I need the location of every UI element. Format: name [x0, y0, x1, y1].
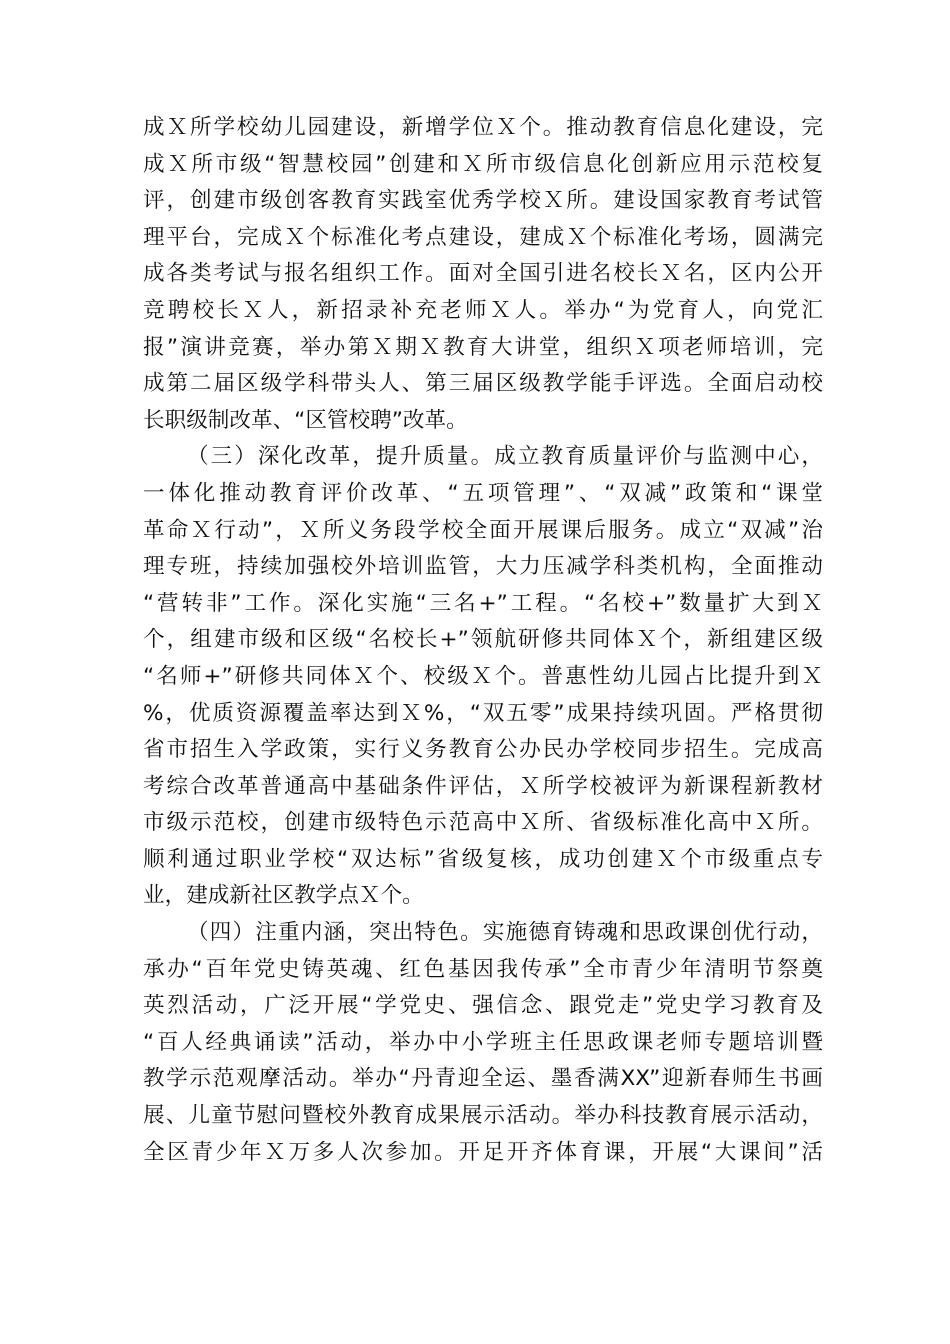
document-body: [143, 110, 823, 1171]
text-line: “营转非”工作。深化实施“三名+”工程。“名校+”数量扩大到Ｘ: [143, 590, 823, 616]
text-line: 竞聘校长Ｘ人，新招录补充老师Ｘ人。举办“为党育人，向党汇: [143, 297, 823, 323]
text-line: 评，创建市级创客教育实践室优秀学校Ｘ所。建设国家教育考试管: [143, 188, 823, 214]
text-line: 革命Ｘ行动”，Ｘ所义务段学校全面开展课后服务。成立“双减”治: [143, 517, 823, 543]
text-line: 教学示范观摩活动。举办“丹青迎全运、墨香满XX”迎新春师生书画: [143, 1066, 823, 1092]
text-line: 成各类考试与报名组织工作。面对全国引进名校长Ｘ名，区内公开: [143, 261, 823, 287]
text-line: 个，组建市级和区级“名校长+”领航研修共同体Ｘ个，新组建区级: [143, 627, 823, 653]
text-line: 报”演讲竞赛，举办第Ｘ期Ｘ教育大讲堂，组织Ｘ项老师培训，完: [143, 334, 823, 360]
text-line: 英烈活动，广泛开展“学党史、强信念、跟党走”党史学习教育及: [143, 993, 823, 1019]
text-line: 承办“百年党史铸英魂、红色基因我传承”全市青少年清明节祭奠: [143, 956, 823, 982]
text-line: “百人经典诵读”活动，举办中小学班主任思政课老师专题培训暨: [143, 1029, 823, 1055]
text-line: %，优质资源覆盖率达到Ｘ%，“双五零”成果持续巩固。严格贯彻: [143, 700, 823, 726]
text-line: 理专班，持续加强校外培训监管，大力压减学科类机构，全面推动: [143, 554, 823, 580]
text-line: 理平台，完成Ｘ个标准化考点建设，建成Ｘ个标准化考场，圆满完: [143, 224, 823, 250]
text-line: 全区青少年Ｘ万多人次参加。开足开齐体育课，开展“大课间”活: [143, 1139, 823, 1165]
text-line: 考综合改革普通高中基础条件评估，Ｘ所学校被评为新课程新教材: [143, 773, 823, 799]
text-line: “名师+”研修共同体Ｘ个、校级Ｘ个。普惠性幼儿园占比提升到Ｘ: [143, 663, 823, 689]
text-line: （三）深化改革，提升质量。成立教育质量评价与监测中心，: [187, 444, 823, 470]
text-line: 成Ｘ所市级“智慧校园”创建和Ｘ所市级信息化创新应用示范校复: [143, 151, 823, 177]
text-line: 一体化推动教育评价改革、“五项管理”、“双减”政策和“课堂: [143, 480, 823, 506]
text-line: 展、儿童节慰问暨校外教育成果展示活动。举办科技教育展示活动，: [143, 1103, 823, 1129]
text-line: 省市招生入学政策，实行义务教育公办民办学校同步招生。完成高: [143, 737, 823, 763]
text-line: 业，建成新社区教学点Ｘ个。: [143, 883, 424, 909]
text-line: 市级示范校，创建市级特色示范高中Ｘ所、省级标准化高中Ｘ所。: [143, 810, 823, 836]
text-line: 成第二届区级学科带头人、第三届区级教学能手评选。全面启动校: [143, 371, 823, 397]
text-line: 成Ｘ所学校幼儿园建设，新增学位Ｘ个。推动教育信息化建设，完: [143, 115, 823, 140]
text-line: 顺利通过职业学校“双达标”省级复核，成功创建Ｘ个市级重点专: [143, 846, 823, 872]
text-line: 长职级制改革、“区管校聘”改革。: [143, 407, 468, 433]
text-line: （四）注重内涵，突出特色。实施德育铸魂和思政课创优行动，: [187, 920, 823, 946]
